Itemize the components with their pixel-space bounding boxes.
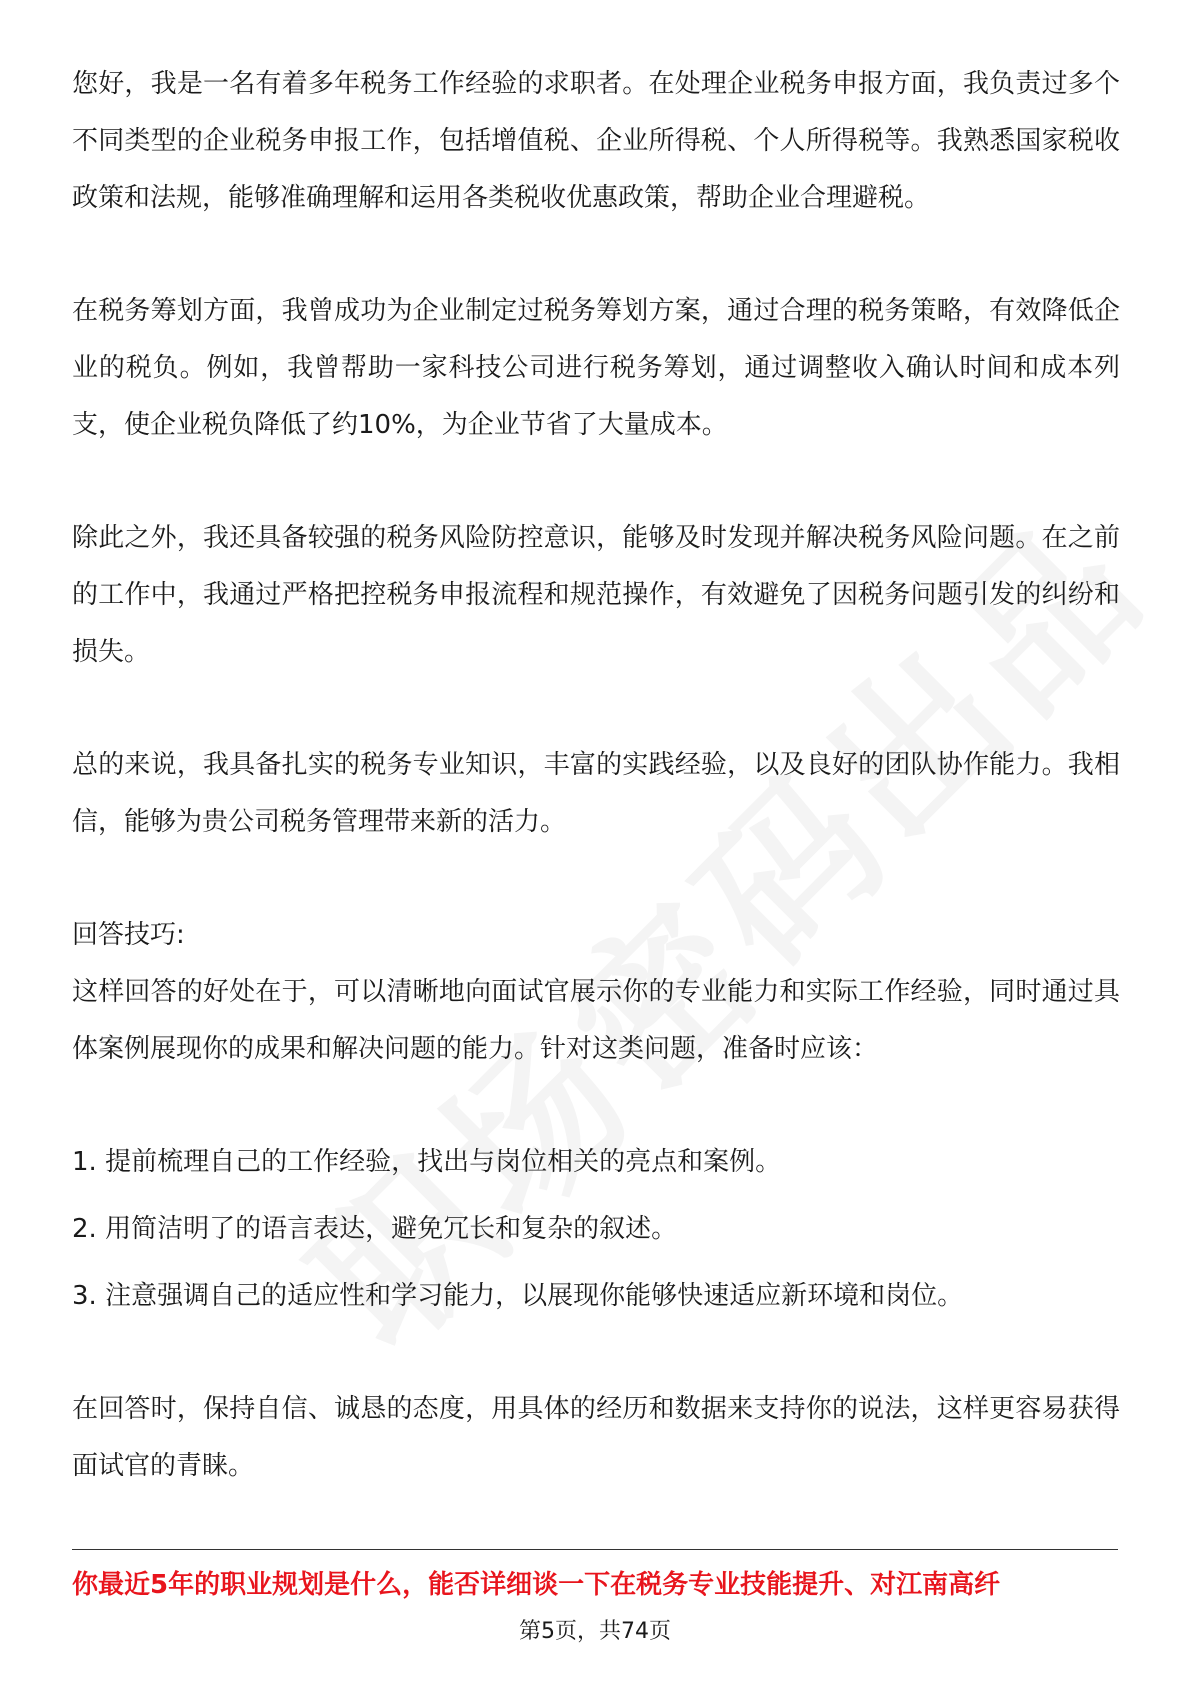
tips-heading: 回答技巧: (72, 920, 185, 950)
tips-closing: 在回答时，保持自信、诚恳的态度，用具体的经历和数据来支持你的说法，这样更容易获得面试官的青睐。 (72, 1394, 1120, 1481)
answer-paragraph-3: 除此之外，我还具备较强的税务风险防控意识，能够及时发现并解决税务风险问题。在之前的工作中，我通过严格把控税务申报流程和规范操作，有效避免了因税务问题引发的纠纷和损失。 (72, 523, 1120, 667)
section-divider (72, 1549, 1118, 1550)
tips-item-2: 2. 用简洁明了的语言表达，避免冗长和复杂的叙述。 (72, 1214, 678, 1244)
tips-item-1: 1. 提前梳理自己的工作经验，找出与岗位相关的亮点和案例。 (72, 1147, 782, 1177)
answer-paragraph-4: 总的来说，我具备扎实的税务专业知识，丰富的实践经验，以及良好的团队协作能力。我相信，能够为贵公司税务管理带来新的活力。 (72, 750, 1120, 837)
answer-paragraph-2: 在税务筹划方面，我曾成功为企业制定过税务筹划方案，通过合理的税务策略，有效降低企业的税负。例如，我曾帮助一家科技公司进行税务筹划，通过调整收入确认时间和成本列支，使企业税负降低了约10%，为企业节省了大量成本。 (72, 296, 1120, 440)
answer-content (72, 56, 1120, 1495)
answer-paragraph-1: 您好，我是一名有着多年税务工作经验的求职者。在处理企业税务申报方面，我负责过多个不同类型的企业税务申报工作，包括增值税、企业所得税、个人所得税等。我熟悉国家税收政策和法规，能够准确理解和运用各类税收优惠政策，帮助企业合理避税。 (72, 69, 1120, 213)
next-question-heading: 你最近5年的职业规划是什么，能否详细谈一下在税务专业技能提升、对江南高纤 (72, 1570, 1001, 1600)
page-footer: 第5页，共74页 (519, 1619, 671, 1644)
tips-item-3: 3. 注意强调自己的适应性和学习能力，以展现你能够快速适应新环境和岗位。 (72, 1281, 964, 1311)
tips-intro: 这样回答的好处在于，可以清晰地向面试官展示你的专业能力和实际工作经验，同时通过具体案例展现你的成果和解决问题的能力。针对这类问题，准备时应该： (72, 977, 1120, 1064)
